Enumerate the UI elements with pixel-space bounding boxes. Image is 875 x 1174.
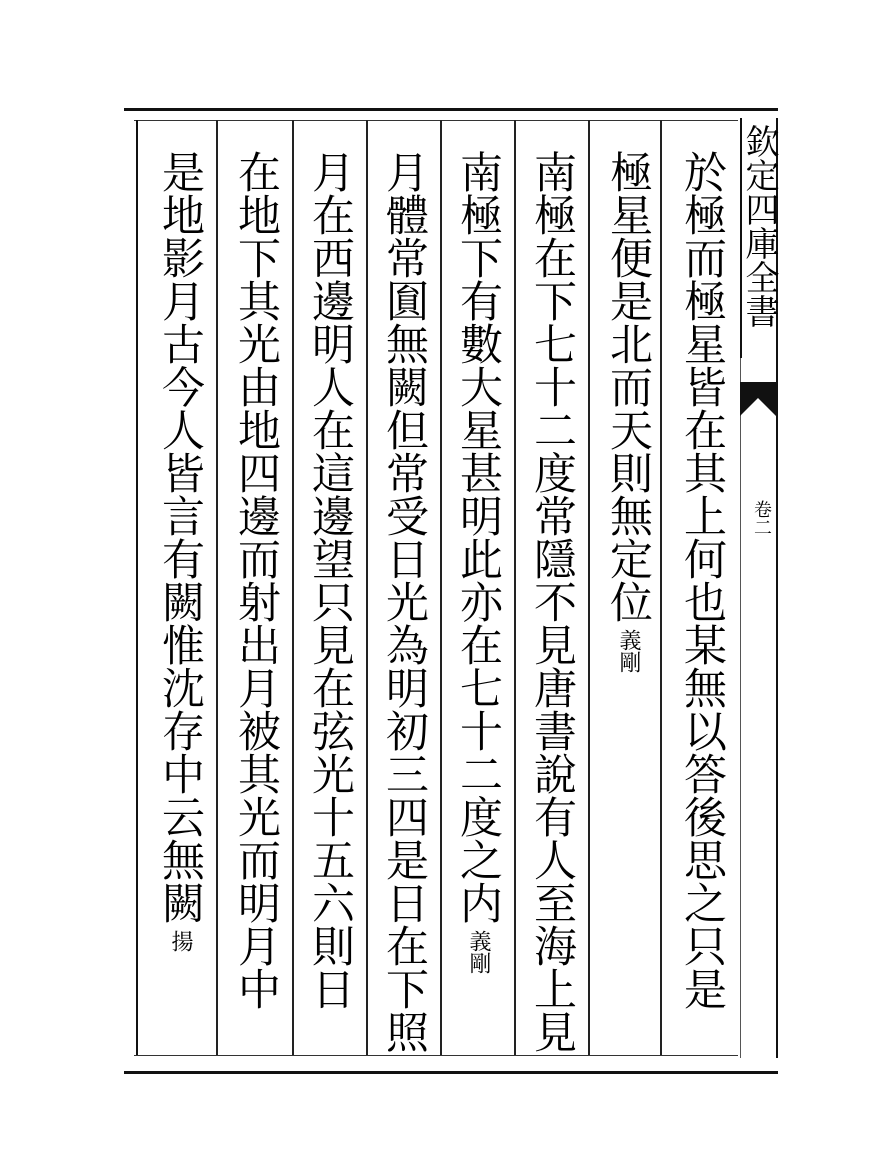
column-text: 月在西邊明人在這邊望只見在弦光十五六則日 bbox=[305, 150, 355, 1010]
text-column-5 bbox=[374, 150, 434, 1053]
column-text: 極星便是北而天則無定位 bbox=[603, 150, 653, 623]
text-column-1 bbox=[672, 150, 732, 1010]
column-text: 在地下其光由地四邊而射出月被其光而明月中 bbox=[231, 150, 281, 1010]
text-column-6 bbox=[300, 150, 360, 1010]
column-text: 於極而極星皆在其上何也某無以答後思之只是 bbox=[677, 150, 727, 1010]
frame-left-rule bbox=[136, 120, 138, 1055]
text-column-4 bbox=[448, 150, 508, 974]
column-rule bbox=[216, 120, 218, 1055]
column-rule bbox=[588, 120, 590, 1055]
column-rule bbox=[514, 120, 516, 1055]
text-column-8 bbox=[150, 150, 210, 952]
fishtail-mark bbox=[740, 382, 776, 416]
text-column-2 bbox=[598, 150, 658, 673]
frame-inner-top-rule bbox=[134, 120, 738, 121]
text-column-3 bbox=[522, 150, 582, 1053]
column-rule bbox=[366, 120, 368, 1055]
margin-juan-label: 卷二 bbox=[751, 500, 772, 536]
column-note: 義剛 bbox=[616, 629, 641, 673]
column-rule bbox=[660, 120, 662, 1055]
column-text: 南極在下七十二度常隱不見唐書說有人至海上見 bbox=[527, 150, 577, 1053]
column-text: 是地影月古今人皆言有闕惟沈存中云無闕 bbox=[155, 150, 205, 924]
frame-inner-bottom-rule bbox=[134, 1055, 738, 1056]
column-note: 揚 bbox=[168, 930, 193, 952]
column-note: 義剛 bbox=[466, 930, 491, 974]
column-text: 月體常圎無闕但常受日光為明初三四是日在下照 bbox=[379, 150, 429, 1053]
column-text: 南極下有數大星甚明此亦在七十二度之内 bbox=[453, 150, 503, 924]
column-rule bbox=[440, 120, 442, 1055]
margin-book-title: 欽定四庫全書 bbox=[740, 118, 778, 358]
column-rule bbox=[292, 120, 294, 1055]
text-column-7 bbox=[226, 150, 286, 1010]
